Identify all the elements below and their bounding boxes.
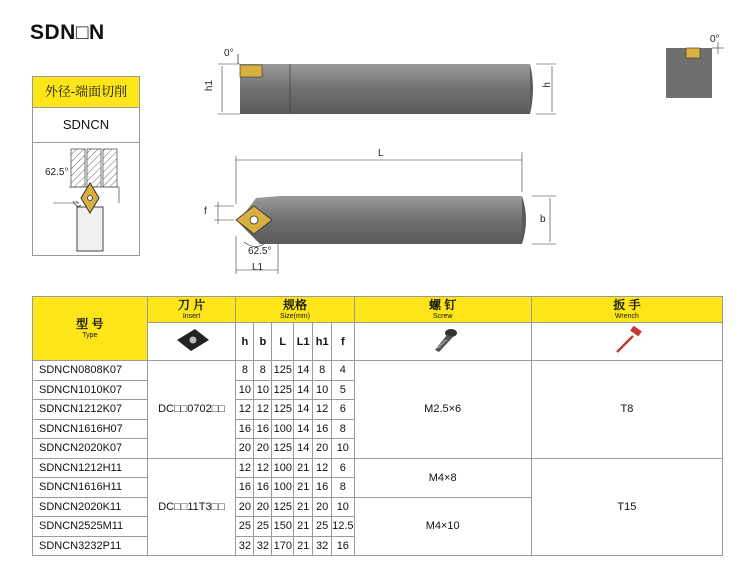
dim-cell: 8 bbox=[313, 361, 332, 381]
label-L: L bbox=[378, 148, 384, 159]
type-cell: SDNCN2020K11 bbox=[33, 497, 148, 517]
end-view-svg bbox=[660, 34, 740, 104]
dim-cell: 21 bbox=[294, 478, 313, 498]
header-size: 规格 Size(mm) bbox=[236, 297, 354, 323]
dim-cell: 4 bbox=[332, 361, 354, 381]
dim-cell: 16 bbox=[236, 419, 254, 439]
dim-cell: 12 bbox=[236, 400, 254, 420]
dim-cell: 16 bbox=[254, 478, 272, 498]
dim-cell: 25 bbox=[254, 517, 272, 537]
workpiece-diagram bbox=[33, 143, 139, 255]
dim-cell: 8 bbox=[236, 361, 254, 381]
spec-table bbox=[32, 296, 723, 556]
angle-bottom-label: 62.5° bbox=[248, 246, 272, 257]
dim-cell: 170 bbox=[272, 536, 294, 556]
dim-cell: 10 bbox=[313, 380, 332, 400]
label-f: f bbox=[204, 206, 207, 217]
dim-cell: 8 bbox=[254, 361, 272, 381]
holder-top-view bbox=[200, 44, 560, 124]
dim-cell: 125 bbox=[272, 439, 294, 459]
type-cell: SDNCN1212H11 bbox=[33, 458, 148, 478]
col-L: L bbox=[272, 323, 294, 361]
dim-cell: 8 bbox=[332, 419, 354, 439]
type-cell: SDNCN0808K07 bbox=[33, 361, 148, 381]
type-cell: SDNCN1616H11 bbox=[33, 478, 148, 498]
label-h1: h1 bbox=[204, 80, 215, 92]
screw-cell: M2.5×6 bbox=[354, 361, 531, 459]
dim-cell: 20 bbox=[313, 497, 332, 517]
screw-icon bbox=[354, 323, 531, 361]
category-model: SDNCN bbox=[33, 108, 139, 143]
dim-cell: 125 bbox=[272, 400, 294, 420]
dim-cell: 25 bbox=[236, 517, 254, 537]
insert-icon bbox=[147, 323, 236, 361]
table-row bbox=[33, 458, 723, 478]
dim-cell: 16 bbox=[254, 419, 272, 439]
dim-cell: 100 bbox=[272, 419, 294, 439]
dim-cell: 12 bbox=[254, 400, 272, 420]
label-h: h bbox=[542, 82, 553, 88]
wrench-cell: T15 bbox=[531, 458, 722, 556]
angle-top-left: 0° bbox=[224, 48, 234, 59]
dim-cell: 21 bbox=[294, 497, 313, 517]
col-b: b bbox=[254, 323, 272, 361]
dim-cell: 16 bbox=[313, 419, 332, 439]
wrench-cell: T8 bbox=[531, 361, 722, 459]
dim-cell: 12 bbox=[236, 458, 254, 478]
dim-cell: 6 bbox=[332, 458, 354, 478]
dim-cell: 5 bbox=[332, 380, 354, 400]
category-name: 外径-端面切削 bbox=[33, 77, 139, 108]
table-row bbox=[33, 361, 723, 381]
dim-cell: 150 bbox=[272, 517, 294, 537]
dim-cell: 12 bbox=[254, 458, 272, 478]
dim-cell: 16 bbox=[313, 478, 332, 498]
dim-cell: 21 bbox=[294, 517, 313, 537]
header-insert: 刀 片 Insert bbox=[147, 297, 236, 323]
dim-cell: 20 bbox=[313, 439, 332, 459]
dim-cell: 6 bbox=[332, 400, 354, 420]
dim-cell: 16 bbox=[236, 478, 254, 498]
col-L1: L1 bbox=[294, 323, 313, 361]
insert-cell: DC□□0702□□ bbox=[147, 361, 236, 459]
col-f: f bbox=[332, 323, 354, 361]
holder-end-view bbox=[660, 34, 740, 104]
dim-cell: 125 bbox=[272, 361, 294, 381]
header-screw: 螺 钉 Screw bbox=[354, 297, 531, 323]
dim-cell: 12.5 bbox=[332, 517, 354, 537]
angle-top-right: 0° bbox=[710, 34, 720, 45]
dim-cell: 21 bbox=[294, 536, 313, 556]
dim-cell: 20 bbox=[254, 439, 272, 459]
dim-cell: 14 bbox=[294, 439, 313, 459]
holder-side-view bbox=[200, 146, 560, 276]
dim-cell: 32 bbox=[254, 536, 272, 556]
dim-cell: 14 bbox=[294, 361, 313, 381]
dim-cell: 10 bbox=[254, 380, 272, 400]
header-type: 型 号 Type bbox=[33, 297, 148, 361]
dim-cell: 100 bbox=[272, 478, 294, 498]
type-cell: SDNCN1616H07 bbox=[33, 419, 148, 439]
dim-cell: 8 bbox=[332, 478, 354, 498]
dim-cell: 14 bbox=[294, 400, 313, 420]
type-cell: SDNCN2525M11 bbox=[33, 517, 148, 537]
holder-top-svg bbox=[200, 44, 560, 124]
screw-cell: M4×8 bbox=[354, 458, 531, 497]
dim-cell: 20 bbox=[236, 497, 254, 517]
col-h1: h1 bbox=[313, 323, 332, 361]
dim-cell: 32 bbox=[313, 536, 332, 556]
wrench-icon bbox=[531, 323, 722, 361]
dim-cell: 14 bbox=[294, 380, 313, 400]
type-cell: SDNCN2020K07 bbox=[33, 439, 148, 459]
dim-cell: 100 bbox=[272, 458, 294, 478]
col-h: h bbox=[236, 323, 254, 361]
type-cell: SDNCN1212K07 bbox=[33, 400, 148, 420]
category-box bbox=[32, 76, 140, 256]
dim-cell: 20 bbox=[236, 439, 254, 459]
screw-cell: M4×10 bbox=[354, 497, 531, 556]
dim-cell: 25 bbox=[313, 517, 332, 537]
page-title: SDN□N bbox=[30, 21, 105, 44]
angle-small-label: 62.5° bbox=[45, 167, 69, 178]
dim-cell: 10 bbox=[332, 497, 354, 517]
dim-cell: 125 bbox=[272, 497, 294, 517]
header-wrench: 扳 手 Wrench bbox=[531, 297, 722, 323]
label-b: b bbox=[540, 214, 546, 225]
dim-cell: 125 bbox=[272, 380, 294, 400]
type-cell: SDNCN3232P11 bbox=[33, 536, 148, 556]
workpiece-sketch bbox=[33, 143, 139, 255]
dim-cell: 20 bbox=[254, 497, 272, 517]
dim-cell: 32 bbox=[236, 536, 254, 556]
type-cell: SDNCN1010K07 bbox=[33, 380, 148, 400]
dim-cell: 16 bbox=[332, 536, 354, 556]
label-L1: L1 bbox=[252, 262, 264, 273]
dim-cell: 10 bbox=[236, 380, 254, 400]
spec-body bbox=[33, 361, 723, 556]
dim-cell: 12 bbox=[313, 400, 332, 420]
dim-cell: 10 bbox=[332, 439, 354, 459]
dim-cell: 12 bbox=[313, 458, 332, 478]
dim-cell: 21 bbox=[294, 458, 313, 478]
insert-cell: DC□□11T3□□ bbox=[147, 458, 236, 556]
dim-cell: 14 bbox=[294, 419, 313, 439]
